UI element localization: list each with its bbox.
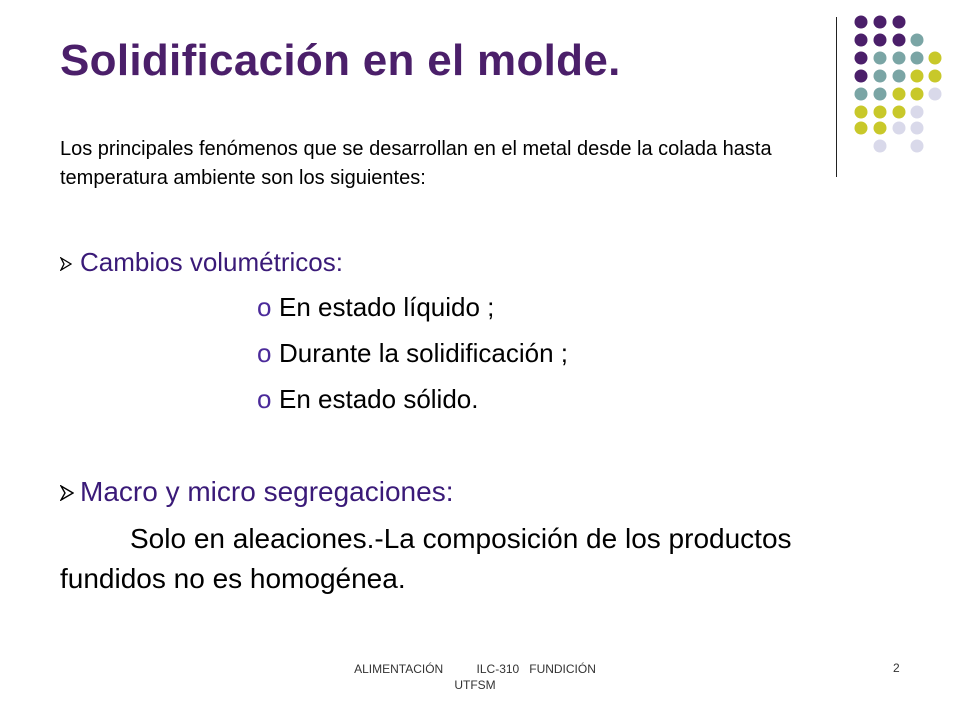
- dot: [911, 106, 924, 119]
- dot: [893, 122, 906, 135]
- dot: [893, 52, 906, 65]
- dot: [893, 70, 906, 83]
- subitem-marker: o: [257, 338, 272, 368]
- subitem: [257, 338, 568, 369]
- bullet-cambios-label: Cambios volumétricos:: [80, 247, 343, 277]
- dot: [874, 70, 887, 83]
- dot: [911, 88, 924, 101]
- dot: [893, 88, 906, 101]
- subitem-marker: o: [257, 292, 272, 322]
- subitem-text: En estado sólido.: [279, 384, 479, 414]
- dot: [929, 88, 942, 101]
- dot: [874, 140, 887, 153]
- dot: [874, 16, 887, 29]
- dot: [855, 106, 868, 119]
- subitem-text: Durante la solidificación ;: [279, 338, 569, 368]
- dot: [893, 34, 906, 47]
- footer-line2: UTFSM: [454, 678, 496, 692]
- dot: [874, 52, 887, 65]
- arrow-bullet-icon: [60, 476, 76, 508]
- dot: [911, 122, 924, 135]
- dot: [893, 16, 906, 29]
- dot: [911, 52, 924, 65]
- footer-line1: ALIMENTACIÓN ILC-310 FUNDICIÓN: [354, 662, 596, 676]
- footer-text: [340, 661, 610, 693]
- dot: [855, 34, 868, 47]
- intro-text: Los principales fenómenos que se desarrollan en el metal desde la colada hasta temperatura ambiente son los siguientes:: [60, 138, 772, 189]
- dot: [929, 70, 942, 83]
- bullet-cambios: [60, 247, 343, 278]
- dot: [893, 106, 906, 119]
- dot: [855, 122, 868, 135]
- arrow-bullet-icon: [60, 247, 76, 278]
- subitem: [257, 292, 494, 323]
- dot: [855, 16, 868, 29]
- bullet-segregaciones: [60, 476, 453, 508]
- dot: [911, 34, 924, 47]
- subitem-marker: o: [257, 384, 272, 414]
- dot: [874, 34, 887, 47]
- dot: [855, 52, 868, 65]
- dot: [874, 122, 887, 135]
- subitem: [257, 384, 478, 415]
- dot: [911, 70, 924, 83]
- segregation-paragraph: [60, 519, 900, 599]
- dot: [929, 52, 942, 65]
- slide-title: Solidificación en el molde.: [60, 36, 621, 85]
- dot: [874, 106, 887, 119]
- bullet-segregaciones-label: Macro y micro segregaciones:: [80, 476, 454, 507]
- dot: [855, 88, 868, 101]
- page-number: 2: [893, 661, 900, 675]
- subitem-text: En estado líquido ;: [279, 292, 495, 322]
- paragraph-text: Solo en aleaciones.-La composición de los productos fundidos no es homogénea.: [60, 523, 792, 594]
- dot: [911, 140, 924, 153]
- dot: [855, 70, 868, 83]
- dot: [874, 88, 887, 101]
